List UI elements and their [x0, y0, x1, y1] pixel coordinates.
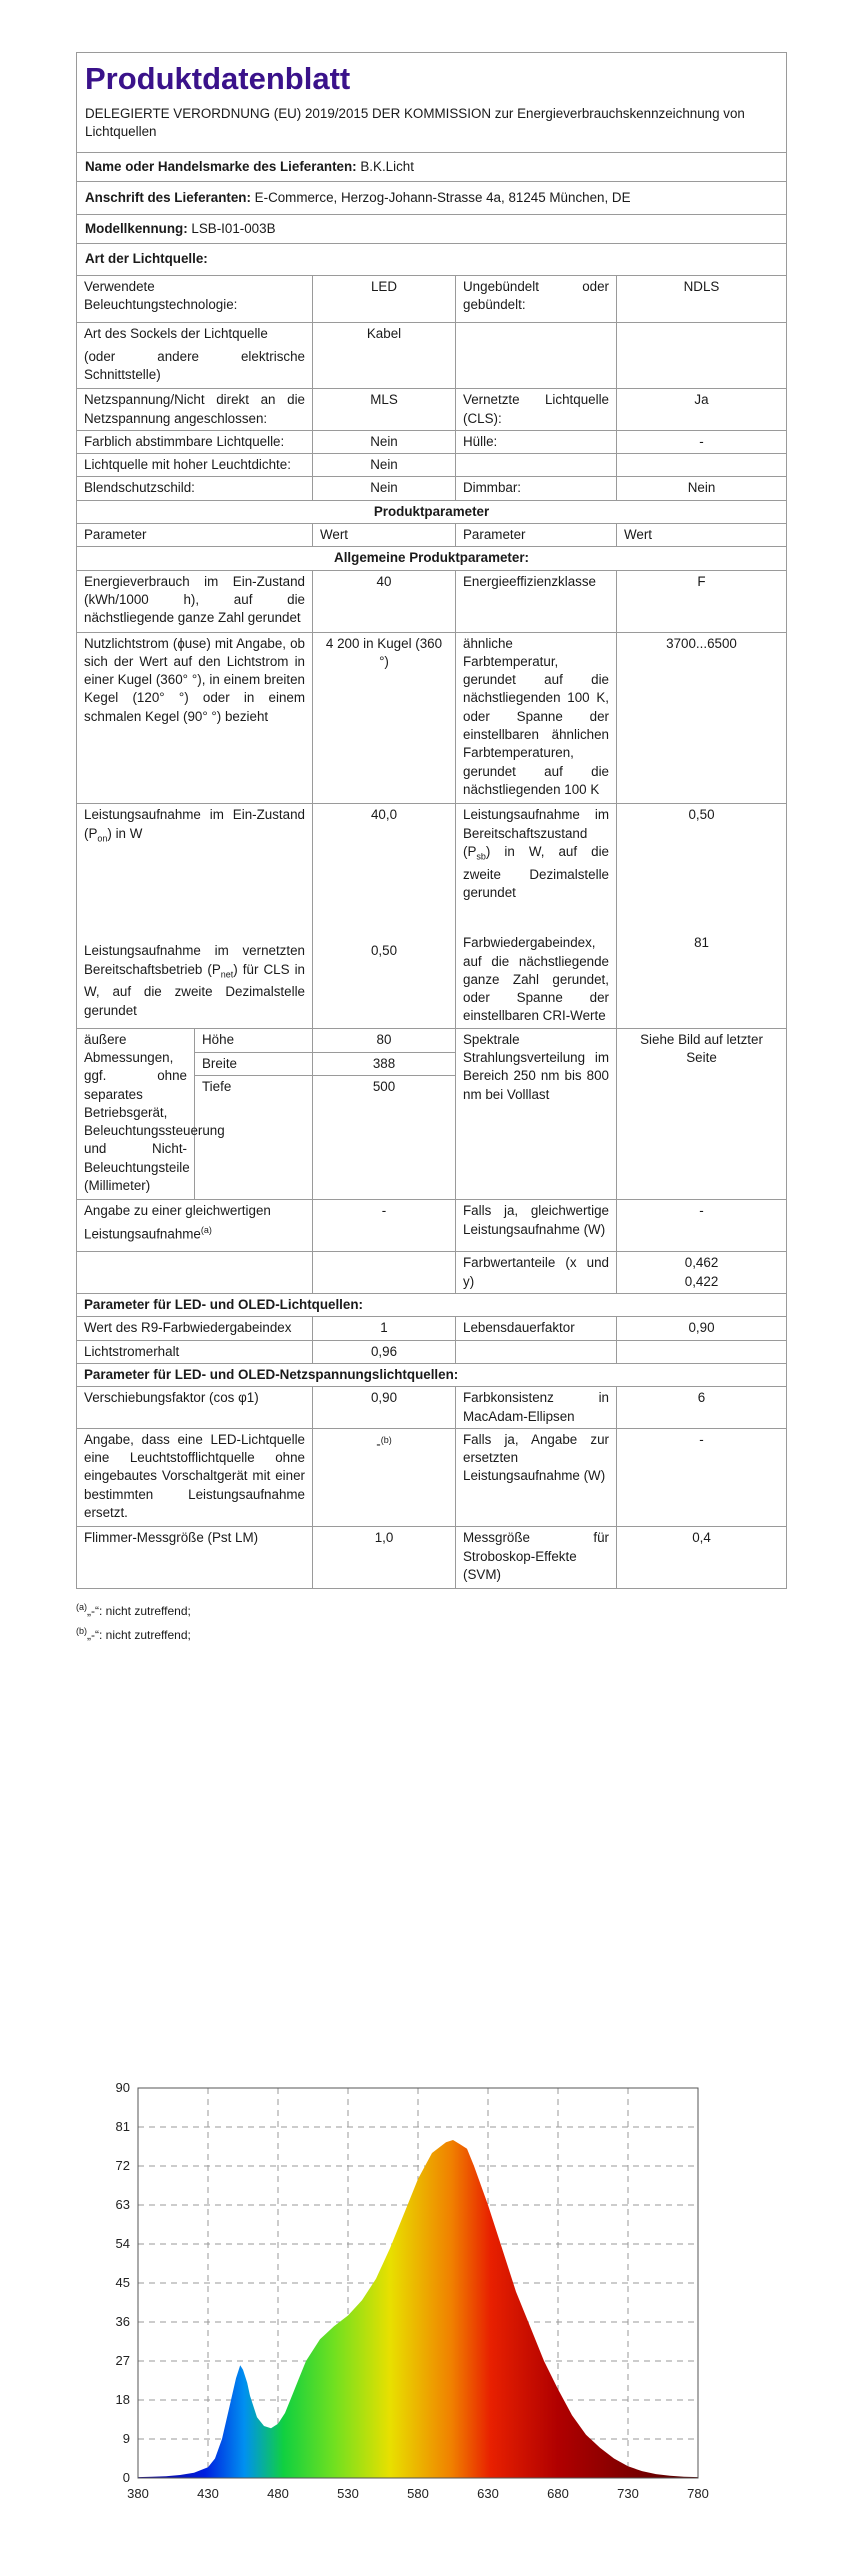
y-tick-label: 27 [115, 2353, 130, 2368]
socket-label-note: (oder andere elektrische Schnittstelle) [84, 348, 305, 382]
power-values-cell [313, 804, 456, 1028]
parameters-table [76, 501, 787, 1589]
chromaticity-y: 0,422 [684, 1273, 719, 1289]
empty-cell [617, 323, 787, 389]
cls-label: Vernetzte Lichtquelle (CLS): [456, 389, 617, 431]
model-value: LSB-I01-003B [191, 221, 276, 237]
svm-value: 0,4 [617, 1527, 787, 1589]
cri-value: 81 [694, 935, 709, 951]
footnote-a: $^{(a)}$„-“: nicht zutreffend; [76, 1602, 191, 1619]
energy-class-label: Energieeffizienzklasse [456, 570, 617, 632]
y-axis-ticks [116, 2080, 130, 2485]
chromaticity-x: 0,462 [684, 1255, 719, 1271]
column-header-parameter: Parameter [77, 524, 313, 547]
x-tick-label: 730 [617, 2486, 639, 2501]
dimension-width-value: 388 [313, 1052, 456, 1076]
high-luminance-label: Lichtquelle mit hoher Leuchtdichte: [77, 454, 313, 477]
supplier-address-value: E-Commerce, Herzog-Johann-Strasse 4a, 81245 München, DE [254, 189, 631, 205]
general-parameters-heading: Allgemeine Produktparameter: [77, 547, 787, 570]
empty-cell [195, 1099, 313, 1200]
x-tick-label: 780 [687, 2486, 709, 2501]
dimension-width-label: Breite [195, 1052, 313, 1076]
y-tick-label: 0 [122, 2470, 130, 2485]
product-data-sheet [76, 52, 786, 1645]
flux-maintenance-label: Lichtstromerhalt [77, 1340, 313, 1363]
energy-consumption-value: 40 [313, 570, 456, 632]
socket-label: Art des Sockels der Lichtquelle [84, 326, 268, 342]
dimension-depth-value: 500 [313, 1076, 456, 1099]
directional-value: NDLS [617, 275, 787, 323]
supplier-address-row [77, 181, 787, 214]
dimension-height-value: 80 [313, 1028, 456, 1052]
y-tick-label: 54 [115, 2236, 130, 2251]
mains-label: Netzspannung/Nicht direkt an die Netzspannung angeschlossen: [77, 389, 313, 431]
spectrum-area [138, 2140, 698, 2478]
empty-cell [313, 1252, 456, 1294]
directional-label: Ungebündelt oder gebündelt: [456, 275, 617, 323]
dimension-depth-label: Tiefe [195, 1076, 313, 1099]
equivalent-power-yes-label: Falls ja, gleichwertige Leistungsaufnahme (W) [456, 1200, 617, 1252]
lifetime-factor-label: Lebensdauerfaktor [456, 1317, 617, 1340]
dimensions-label: äußere Abmessungen, ggf. ohne separates Betriebsgerät, Beleuchtungssteuerung und Nicht-Beleuchtungsteile (Millimeter) [77, 1028, 195, 1200]
cct-label: ähnliche Farbtemperatur, gerundet auf die nächstliegenden 100 K, oder Spanne der einstellbaren ähnlichen Farbtemperaturen, gerundet auf die nächstliegenden 100 K [456, 632, 617, 804]
x-tick-label: 430 [197, 2486, 219, 2501]
x-tick-label: 480 [267, 2486, 289, 2501]
y-tick-label: 90 [115, 2080, 130, 2095]
anti-glare-value: Nein [313, 477, 456, 500]
supplier-name-label: Name oder Handelsmarke des Lieferanten: [85, 158, 357, 174]
header-block [77, 53, 787, 153]
column-header-value: Wert [617, 524, 787, 547]
chromaticity-value [617, 1252, 787, 1294]
socket-label-cell [77, 323, 313, 389]
spectrum-label: Spektrale Strahlungsverteilung im Bereich 250 nm bis 800 nm bei Volllast [456, 1028, 617, 1200]
x-tick-label: 630 [477, 2486, 499, 2501]
chromaticity-label: Farbwertanteile (x und y) [456, 1252, 617, 1294]
regulation-subtitle: DELEGIERTE VERORDNUNG (EU) 2019/2015 DER KOMMISSION zur Energieverbrauchskennzeichnung von Lichtquellen [85, 106, 745, 140]
standby-cri-values [617, 804, 787, 1028]
standby-cri-cell [456, 804, 617, 1028]
luminous-flux-label: Nutzlichtstrom (ɸuse) mit Angabe, ob sich der Wert auf den Lichtstrom in einer Kugel (360° °), in einem breiten Kegel (120° °) oder in einem schmalen Kegel (90° °) bezieht [77, 632, 313, 804]
x-tick-label: 680 [547, 2486, 569, 2501]
energy-class-value: F [617, 570, 787, 632]
empty-cell [456, 1340, 617, 1363]
led-mains-parameters-heading: Parameter für LED- und OLED-Netzspannungslichtquellen: [77, 1363, 787, 1386]
cct-value: 3700...6500 [617, 632, 787, 804]
power-pon-label: Leistungsaufnahme im Ein-Zustand $(P_{on})$ in W [84, 807, 305, 844]
socket-value: Kabel [313, 323, 456, 389]
y-tick-label: 18 [115, 2392, 130, 2407]
power-pnet-value: 0,50 [370, 943, 398, 959]
supplier-name-row [77, 152, 787, 181]
spectral-distribution-chart [78, 2070, 718, 2510]
cri-label: Farbwiedergabeindex, auf die nächstliegende ganze Zahl gerundet, oder Spanne der einstellbaren CRI-Werte [463, 935, 609, 1024]
anti-glare-label: Blendschutzschild: [77, 477, 313, 500]
displacement-factor-label: Verschiebungsfaktor (cos φ1) [77, 1387, 313, 1429]
empty-cell [313, 1099, 456, 1200]
empty-cell [617, 1340, 787, 1363]
flux-maintenance-value: 0,96 [313, 1340, 456, 1363]
x-tick-label: 380 [127, 2486, 149, 2501]
technology-value: LED [313, 275, 456, 323]
equivalent-power-value: - [313, 1200, 456, 1252]
dimension-height-label: Höhe [195, 1028, 313, 1052]
spectrum-value: Siehe Bild auf letzter Seite [617, 1028, 787, 1200]
light-source-type-heading: Art der Lichtquelle: [77, 244, 787, 275]
supplier-name-value: B.K.Licht [360, 158, 414, 174]
power-psb-label: Leistungsaufnahme im Bereitschaftszustand $(P_{sb})$ in W, auf die zweite Dezimalstelle gerundet [463, 807, 609, 901]
empty-cell [456, 454, 617, 477]
model-label: Modellkennung: [85, 221, 188, 237]
y-tick-label: 9 [122, 2431, 130, 2446]
macadam-value: 6 [617, 1387, 787, 1429]
footnote-b: $^{(b)}$„-“: nicht zutreffend; [76, 1626, 191, 1643]
power-pnet-label: Leistungsaufnahme im vernetzten Bereitschaftsbetrieb $(P_{net})$ für CLS in W, auf die zweite Dezimalstelle gerundet [84, 943, 305, 1018]
replaced-power-label: Falls ja, Angabe zur ersetzten Leistungsaufnahme (W) [456, 1428, 617, 1526]
power-psb-value: 0,50 [688, 807, 715, 823]
empty-cell [77, 1252, 313, 1294]
cls-value: Ja [617, 389, 787, 431]
envelope-value: - [617, 430, 787, 453]
dimmable-label: Dimmbar: [456, 477, 617, 500]
envelope-label: Hülle: [456, 430, 617, 453]
y-tick-label: 36 [115, 2314, 130, 2329]
x-tick-label: 530 [337, 2486, 359, 2501]
flicker-label: Flimmer-Messgröße (Pst LM) [77, 1527, 313, 1589]
r9-value: 1 [313, 1317, 456, 1340]
column-header-value: Wert [313, 524, 456, 547]
fluorescent-replacement-label: Angabe, dass eine LED-Lichtquelle eine Leuchtstofflichtquelle ohne eingebautes Vorschaltgerät mit einer bestimmten Leistungsaufnahme ersetzt. [77, 1428, 313, 1526]
svm-label: Messgröße für Stroboskop-Effekte (SVM) [456, 1527, 617, 1589]
luminous-flux-value: 4 200 in Kugel (360 °) [313, 632, 456, 804]
r9-label: Wert des R9-Farbwiedergabeindex [77, 1317, 313, 1340]
empty-cell [456, 323, 617, 389]
led-parameters-heading: Parameter für LED- und OLED-Lichtquellen: [77, 1294, 787, 1317]
replaced-power-value: - [617, 1428, 787, 1526]
product-parameters-heading: Produktparameter [77, 501, 787, 524]
supplier-address-label: Anschrift des Lieferanten: [85, 189, 251, 205]
tunable-label: Farblich abstimmbare Lichtquelle: [77, 430, 313, 453]
footnotes [76, 1597, 786, 1645]
macadam-label: Farbkonsistenz in MacAdam-Ellipsen [456, 1387, 617, 1429]
flicker-value: 1,0 [313, 1527, 456, 1589]
y-tick-label: 72 [115, 2158, 130, 2173]
fluorescent-replacement-value: -$^{(b)}$ [313, 1428, 456, 1526]
energy-consumption-label: Energieverbrauch im Ein-Zustand (kWh/1000 h), auf die nächstliegende ganze Zahl gerundet [77, 570, 313, 632]
x-axis-ticks [127, 2486, 709, 2501]
power-pon-value: 40,0 [370, 807, 398, 823]
mains-value: MLS [313, 389, 456, 431]
dimmable-value: Nein [617, 477, 787, 500]
y-tick-label: 63 [115, 2197, 130, 2212]
y-tick-label: 81 [115, 2119, 130, 2134]
displacement-factor-value: 0,90 [313, 1387, 456, 1429]
y-tick-label: 45 [115, 2275, 130, 2290]
lifetime-factor-value: 0,90 [617, 1317, 787, 1340]
model-row [77, 215, 787, 244]
power-pon-cell [77, 804, 313, 1028]
empty-cell [617, 454, 787, 477]
equivalent-power-yes-value: - [617, 1200, 787, 1252]
x-tick-label: 580 [407, 2486, 429, 2501]
page-title: Produktdatenblatt [85, 61, 351, 96]
technology-label: Verwendete Beleuchtungstechnologie: [77, 275, 313, 323]
column-header-parameter: Parameter [456, 524, 617, 547]
equivalent-power-label: Angabe zu einer gleichwertigen Leistungsaufnahme$^{(a)}$ [77, 1200, 313, 1252]
header-table [76, 52, 787, 501]
tunable-value: Nein [313, 430, 456, 453]
high-luminance-value: Nein [313, 454, 456, 477]
